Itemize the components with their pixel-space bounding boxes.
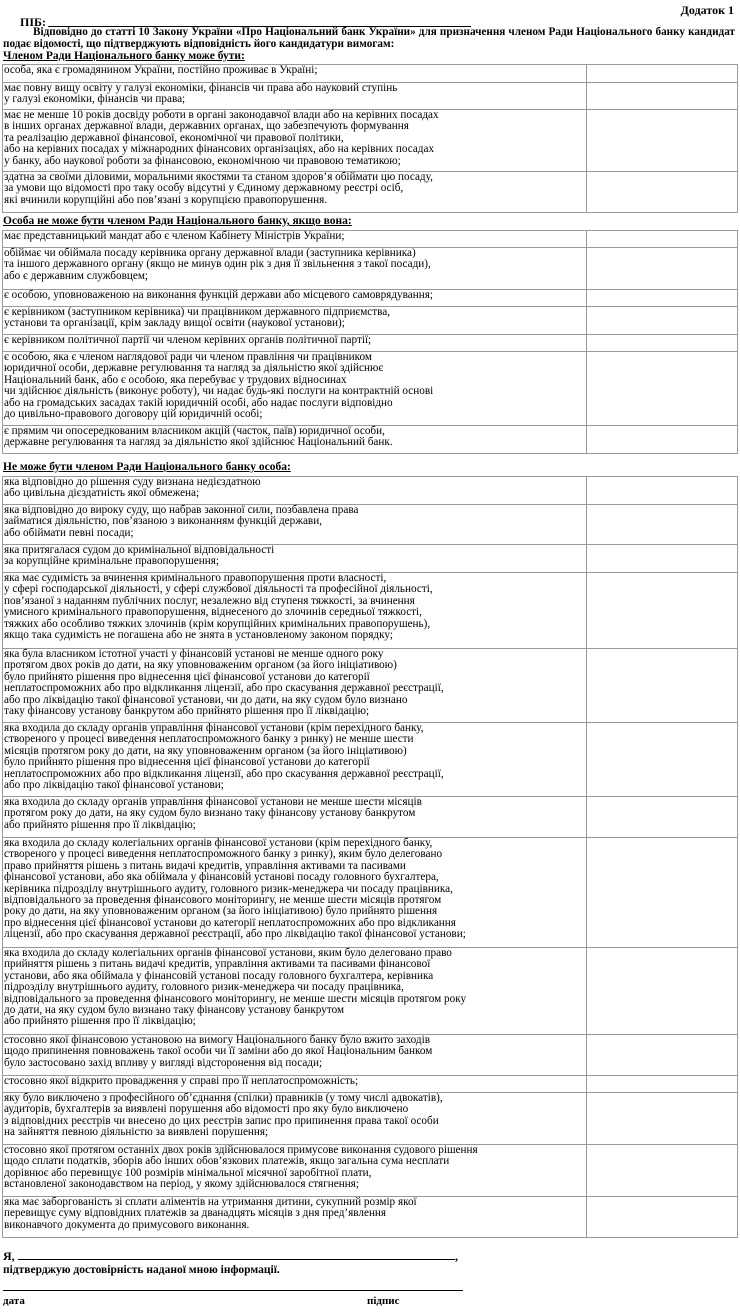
confirmation-cell[interactable] bbox=[587, 573, 738, 649]
date-label: дата bbox=[3, 1295, 25, 1307]
confirmation-cell[interactable] bbox=[587, 248, 738, 290]
requirement-text: обіймає чи обіймала посаду керівника органу державної влади (заступника керівника) та іншого державного органу (якщо не минув один рік з дня її звільнення з такої посади), або є державним службовцем; bbox=[3, 248, 587, 290]
signature-label: підпис bbox=[367, 1295, 400, 1307]
confirmation-cell[interactable] bbox=[587, 948, 738, 1035]
confirmation-cell[interactable] bbox=[587, 352, 738, 426]
confirmation-cell[interactable] bbox=[587, 838, 738, 948]
requirement-text: яка входила до складу органів управління фінансової установи (крім перехідного банку, створеного у процесі виведення неплатоспроможного банку з ринку) не менше шести місяців протягом року до дати, на яку уповноваженим органом (за його ініціативою) було прийнято рішення про віднесення цієї фінансової установи до категорії неплатоспроможних або про відкликання ліцензії, або про скасування державної реєстрації, або про ліквідацію такої фінансової установи; bbox=[3, 723, 587, 797]
requirement-text: яка відповідно до вироку суду, що набрав законної сили, позбавлена права займатися діяльністю, пов’язаною з виконанням функцій держави, або обіймати певні посади; bbox=[3, 505, 587, 545]
requirement-text: яка була власником істотної участі у фінансовій установі не менше одного року протягом двох років до дати, на яку уповноваженим органом (за його ініціативою) було прийнято рішення про віднесення цієї фінансової установи до категорії неплатоспроможних або про відкликання ліцензії, або про скасування державної реєстрації, або про ліквідацію такої фінансової установи, чи до дати, на яку судом було визнано таку фінансову установу банкрутом або прийнято рішення про її ліквідацію; bbox=[3, 649, 587, 723]
name-input-line[interactable] bbox=[18, 1259, 455, 1260]
requirement-text: стосовно якої фінансовою установою на вимогу Національного банку було вжито заходів щодо припинення повноважень такої особи чи її заміни або до якої Національним банком було застосовано захід впливу у вигляді відсторонення від посади; bbox=[3, 1035, 587, 1076]
confirmation-cell[interactable] bbox=[587, 231, 738, 248]
requirement-text: є керівником політичної партії чи членом керівних органів політичної партії; bbox=[3, 335, 587, 352]
confirmation-cell[interactable] bbox=[587, 426, 738, 454]
requirements-table-eligible bbox=[2, 64, 738, 213]
section-heading-eligible: Членом Ради Національного банку може бути: bbox=[3, 50, 245, 62]
requirement-text: має повну вищу освіту у галузі економіки, фінансів чи права або науковий ступінь у галузі економіки, фінансів чи права; bbox=[3, 83, 587, 110]
confirmation-cell[interactable] bbox=[587, 1076, 738, 1093]
requirement-text: є керівником (заступником керівника) чи працівником державного підприємства, установи та організації, крім закладу вищої освіти (наукової установи); bbox=[3, 307, 587, 335]
annex-label: Додаток 1 bbox=[680, 3, 734, 17]
requirement-text: яка входила до складу колегіальних органів фінансової установи, яким було делеговано право прийняття рішень з питань видачі кредитів, управління активами та пасивами фінансової установи, або яка обіймала у фінансовій установі посаду головного бухгалтера, керівника підрозділу внутрішнього аудиту, головного ризик-менеджера чи посаду працівника, відповідального за проведення фінансового моніторингу, не менше шести місяців протягом року до дати, на яку судом було визнано таку фінансову установу банкрутом або прийнято рішення про її ліквідацію; bbox=[3, 948, 587, 1035]
requirements-table-restrictions bbox=[2, 230, 738, 454]
confirmation-cell[interactable] bbox=[587, 477, 738, 505]
requirement-text: є особою, яка є членом наглядової ради чи членом правління чи працівником юридичної особи, державне регулювання та нагляд за діяльністю якої здійснює Національний банк, або є особою, яка перебуває у трудових відносинах чи здійснює діяльність (виконує роботу), чи надає будь-які послуги на контрактній основі або на громадських засадах такій юридичній особі, або надає послуги відповідно до цивільно-правового договору цій юридичній особі; bbox=[3, 352, 587, 426]
requirement-text: стосовно якої протягом останніх двох років здійснювалося примусове виконання судового рішення щодо сплати податків, зборів або інших обов’язкових платежів, якщо загальна сума несплати дорівнює або перевищує 100 розмірів мінімальної місячної заробітної плати, встановленої законодавством на період, у якому здійснювалося стягнення; bbox=[3, 1145, 587, 1197]
requirement-text: яка має судимість за вчинення кримінального правопорушення проти власності, у сфері господарської діяльності, у сфері службової діяльності та професійної діяльності, пов’язаної з наданням публічних послуг, незалежно від ступеня тяжкості, за вчинення умисного кримінального правопорушення, віднесеного до злочинів середньої тяжкості, тяжких або особливо тяжких злочинів (крім корупційних кримінальних правопорушень), якщо така судимість не погашена або не знята в установленому законом порядку; bbox=[3, 573, 587, 649]
pib-label: ПІБ: bbox=[20, 15, 46, 29]
requirement-text: є прямим чи опосередкованим власником акцій (часток, паїв) юридичної особи, державне регулювання та нагляд за діяльністю якої здійснює Національний банк. bbox=[3, 426, 587, 454]
requirement-text: яка притягалася судом до кримінальної відповідальності за корупційне кримінальне правопорушення; bbox=[3, 545, 587, 573]
confirmation-cell[interactable] bbox=[587, 83, 738, 110]
confirmation-cell[interactable] bbox=[587, 1035, 738, 1076]
confirmation-cell[interactable] bbox=[587, 335, 738, 352]
ya-comma: , bbox=[455, 1249, 458, 1263]
confirmation-cell[interactable] bbox=[587, 649, 738, 723]
intro-paragraph: Відповідно до статті 10 Закону України «Про Національний банк України» для призначення членом Ради Національного банку кандидат подає відомості, що підтверджують відповідність його кандидатури вимогам: bbox=[3, 26, 735, 50]
confirmation-cell[interactable] bbox=[587, 1145, 738, 1197]
confirmation-cell[interactable] bbox=[587, 172, 738, 213]
requirement-text: яка входила до складу органів управління фінансової установи не менше шести місяців протягом року до дати, на яку судом було визнано таку фінансову установу банкрутом або прийнято рішення про її ліквідацію; bbox=[3, 797, 587, 838]
date-signature-line[interactable] bbox=[3, 1290, 463, 1291]
requirements-table-ineligible bbox=[2, 476, 738, 1238]
confirmation-cell[interactable] bbox=[587, 505, 738, 545]
ya-label: Я, bbox=[3, 1249, 15, 1263]
requirement-text: яка відповідно до рішення суду визнана недієздатною або цивільна дієздатність якої обмежена; bbox=[3, 477, 587, 505]
requirement-text: яка входила до складу колегіальних органів фінансової установи (крім перехідного банку, створеного у процесі виведення неплатоспроможного банку з ринку), яким було делеговано право прийняття рішень з питань видачі кредитів, управління активами та пасивами фінансової установи, або яка обіймала у фінансовій установі посаду головного бухгалтера, керівника підрозділу внутрішнього аудиту, головного ризик-менеджера чи посаду працівника, відповідального за проведення фінансового моніторингу, не менше шести місяців протягом року до дати, на яку уповноваженим органом (за його ініціативою) було прийнято рішення про віднесення цієї фінансової установи до категорії неплатоспроможних або про відкликання ліцензії, або про скасування державної реєстрації, або про ліквідацію такої фінансової установи; bbox=[3, 838, 587, 948]
confirmation-cell[interactable] bbox=[587, 723, 738, 797]
section-heading-ineligible: Не може бути членом Ради Національного банку особа: bbox=[3, 461, 291, 473]
requirement-text: має не менше 10 років досвіду роботи в органі законодавчої влади або на керівних посадах в інших органах державної влади, державних органах, що забезпечують формування та реалізацію державної фінансової, економічної чи правової політики, або на керівних посадах у міжнародних фінансових організаціях, або на керівних посадах у банку, або наукової роботи за фінансовою, економічною чи правовою тематикою; bbox=[3, 110, 587, 172]
confirmation-cell[interactable] bbox=[587, 307, 738, 335]
confirmation-cell[interactable] bbox=[587, 290, 738, 307]
confirmation-statement: підтверджую достовірність наданої мною інформації. bbox=[3, 1264, 280, 1276]
requirement-text: має представницький мандат або є членом Кабінету Міністрів України; bbox=[3, 231, 587, 248]
requirement-text: є особою, уповноваженою на виконання функцій держави або місцевого самоврядування; bbox=[3, 290, 587, 307]
requirement-text: здатна за своїми діловими, моральними якостями та станом здоров’я обіймати цю посаду, за умови що відомості про таку особу відсутні у Єдиному державному реєстрі осіб, які вчинили корупційні або пов’язані з корупцією правопорушення. bbox=[3, 172, 587, 213]
section-heading-restrictions: Особа не може бути членом Ради Національного банку, якщо вона: bbox=[3, 215, 352, 227]
confirmation-cell[interactable] bbox=[587, 65, 738, 83]
confirmation-cell[interactable] bbox=[587, 1197, 738, 1238]
confirmation-cell[interactable] bbox=[587, 545, 738, 573]
confirmation-cell[interactable] bbox=[587, 1093, 738, 1145]
confirmation-cell[interactable] bbox=[587, 797, 738, 838]
requirement-text: яку було виключено з професійного об’єднання (спілки) правників (у тому числі адвокатів), аудиторів, бухгалтерів за виявлені порушення або відомості про яку було виключено з відповідних реєстрів чи внесено до цих реєстрів запис про припинення права такої особи на зайняття певною діяльністю за виявлені порушення; bbox=[3, 1093, 587, 1145]
confirmation-cell[interactable] bbox=[587, 110, 738, 172]
requirement-text: особа, яка є громадянином України, постійно проживає в Україні; bbox=[3, 65, 587, 83]
requirement-text: стосовно якої відкрито провадження у справі про її неплатоспроможність; bbox=[3, 1076, 587, 1093]
requirement-text: яка має заборгованість зі сплати аліментів на утримання дитини, сукупний розмір якої перевищує суму відповідних платежів за дванадцять місяців з дня пред’явлення виконавчого документа до примусового виконання. bbox=[3, 1197, 587, 1238]
